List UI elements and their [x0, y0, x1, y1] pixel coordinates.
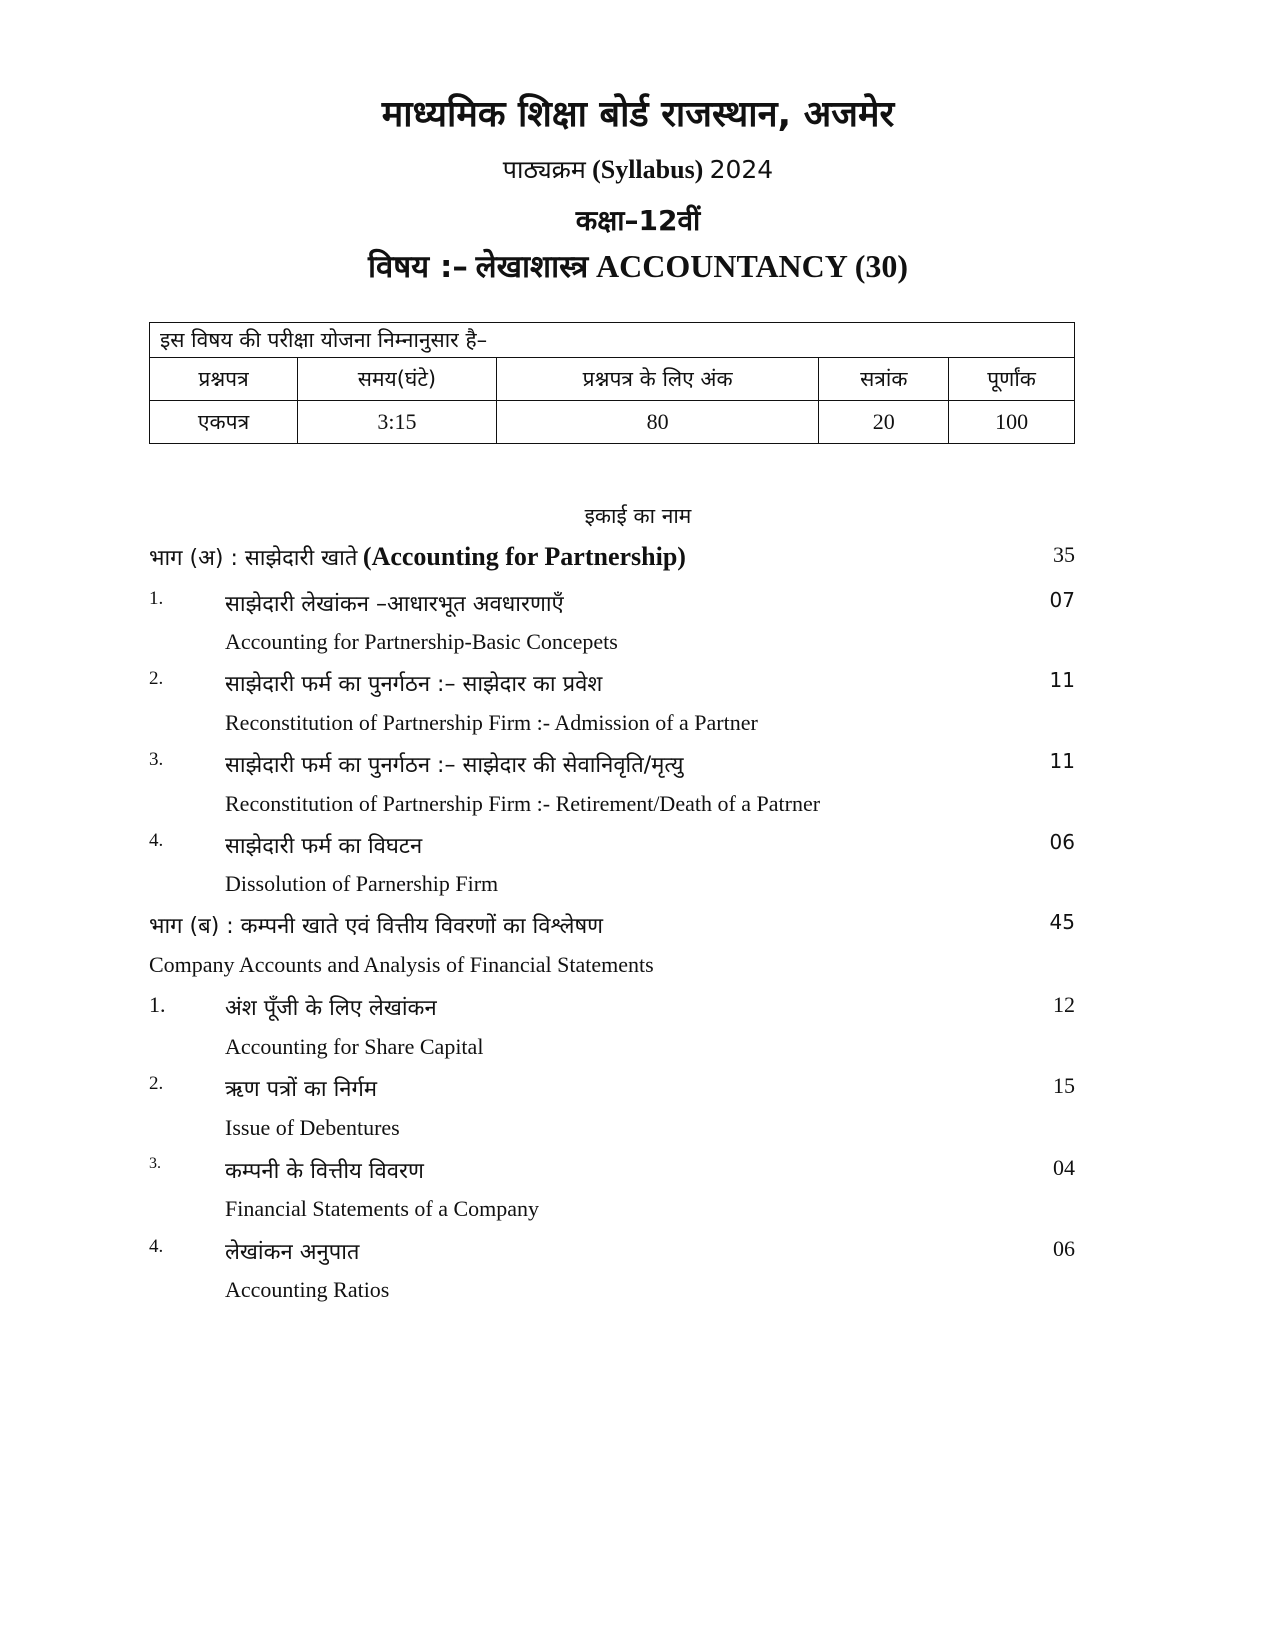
part-a-title-hindi: भाग (अ) : साझेदारी खाते [149, 546, 358, 571]
unit-title-english: Dissolution of Parnership Firm [225, 871, 499, 896]
table-row [150, 401, 1075, 444]
list-item [149, 1236, 1075, 1272]
units-heading: इकाई का नाम [584, 504, 692, 528]
syllabus-year: 2024 [709, 155, 774, 184]
list-item [149, 749, 1075, 785]
unit-title-english: Accounting for Share Capital [225, 1034, 484, 1059]
unit-number: 1. [149, 588, 164, 609]
header-paper-marks: प्रश्नपत्र के लिए अंक [496, 358, 819, 401]
unit-title-hindi: अंश पूँजी के लिए लेखांकन [225, 996, 437, 1021]
syllabus-line [0, 152, 1276, 186]
unit-title-hindi: लेखांकन अनुपात [225, 1240, 360, 1265]
part-a-marks: 35 [1053, 542, 1075, 567]
list-item-english [149, 1277, 1075, 1313]
unit-title-english: Accounting for Partnership-Basic Concepets [225, 629, 618, 654]
unit-title-english: Financial Statements of a Company [225, 1196, 540, 1221]
header-time: समय(घंटे) [298, 358, 497, 401]
list-item-english [149, 1196, 1075, 1232]
unit-number: 2. [149, 1073, 164, 1094]
subject-english: ACCOUNTANCY (30) [596, 248, 908, 284]
unit-number: 4. [149, 830, 164, 851]
list-item-english [149, 791, 1075, 827]
class-label: कक्षा–12वीं [575, 204, 701, 237]
unit-number: 2. [149, 668, 164, 689]
unit-marks: 06 [1053, 1236, 1075, 1261]
unit-title-hindi: साझेदारी फर्म का विघटन [225, 834, 423, 859]
unit-title-hindi: साझेदारी लेखांकन –आधारभूत अवधारणाएँ [225, 592, 564, 617]
part-b-subtitle [149, 952, 1075, 988]
part-a-heading [149, 542, 1075, 578]
unit-title-hindi: साझेदारी फर्म का पुनर्गठन :– साझेदार का प्रवेश [225, 672, 603, 697]
unit-number: 3. [149, 1155, 161, 1172]
cell-time: 3:15 [298, 401, 497, 444]
unit-marks: 04 [1053, 1155, 1075, 1180]
list-item-english [149, 1034, 1075, 1070]
table-header-row [150, 358, 1075, 401]
subject-prefix: विषय :– [367, 249, 468, 285]
list-item-english [149, 629, 1075, 665]
unit-title-english: Accounting Ratios [225, 1277, 390, 1302]
part-a-title-english: (Accounting for Partnership) [362, 542, 686, 571]
unit-marks: 11 [1049, 668, 1075, 692]
cell-sessional: 20 [819, 401, 949, 444]
part-b-title-english: Company Accounts and Analysis of Financial Statements [149, 952, 654, 977]
syllabus-english: (Syllabus) [592, 155, 704, 184]
board-title: माध्यमिक शिक्षा बोर्ड राजस्थान, अजमेर [381, 94, 895, 135]
unit-number: 1. [149, 992, 166, 1017]
list-item [149, 1073, 1075, 1109]
cell-paper: एकपत्र [150, 401, 298, 444]
exam-scheme-table [149, 322, 1075, 444]
unit-marks: 06 [1049, 830, 1075, 854]
unit-title-english: Reconstitution of Partnership Firm :- Admission of a Partner [225, 710, 758, 735]
unit-marks: 11 [1049, 749, 1075, 773]
list-item [149, 588, 1075, 624]
list-item [149, 1155, 1075, 1191]
unit-marks: 15 [1053, 1073, 1075, 1098]
header-paper: प्रश्नपत्र [150, 358, 298, 401]
unit-title-hindi: ऋण पत्रों का निर्गम [225, 1077, 378, 1102]
table-caption: इस विषय की परीक्षा योजना निम्नानुसार है– [150, 323, 1075, 358]
part-b-title-hindi: भाग (ब) : कम्पनी खाते एवं वित्तीय विवरणों का विश्लेषण [149, 914, 604, 939]
list-item [149, 992, 1075, 1028]
subject-line [0, 245, 1276, 287]
list-item-english [149, 871, 1075, 907]
part-b-marks: 45 [1049, 910, 1075, 934]
unit-number: 4. [149, 1236, 164, 1257]
unit-title-english: Issue of Debentures [225, 1115, 400, 1140]
unit-title-english: Reconstitution of Partnership Firm :- Retirement/Death of a Patrner [225, 791, 821, 816]
subject-hindi: लेखाशास्त्र [475, 249, 589, 285]
part-b-heading [149, 910, 1075, 946]
unit-title-hindi: कम्पनी के वित्तीय विवरण [225, 1159, 424, 1184]
list-item-english [149, 1115, 1075, 1151]
cell-total: 100 [949, 401, 1075, 444]
unit-marks: 12 [1053, 992, 1075, 1017]
list-item [149, 668, 1075, 704]
list-item [149, 830, 1075, 866]
unit-title-hindi: साझेदारी फर्म का पुनर्गठन :– साझेदार की सेवानिवृति/मृत्यु [225, 753, 684, 778]
header-total: पूर्णांक [949, 358, 1075, 401]
header-sessional: सत्रांक [819, 358, 949, 401]
unit-marks: 07 [1049, 588, 1075, 612]
cell-paper-marks: 80 [496, 401, 819, 444]
table-caption-row [150, 323, 1075, 358]
list-item-english [149, 710, 1075, 746]
syllabus-hindi: पाठ्यक्रम [502, 155, 586, 184]
unit-number: 3. [149, 749, 164, 770]
